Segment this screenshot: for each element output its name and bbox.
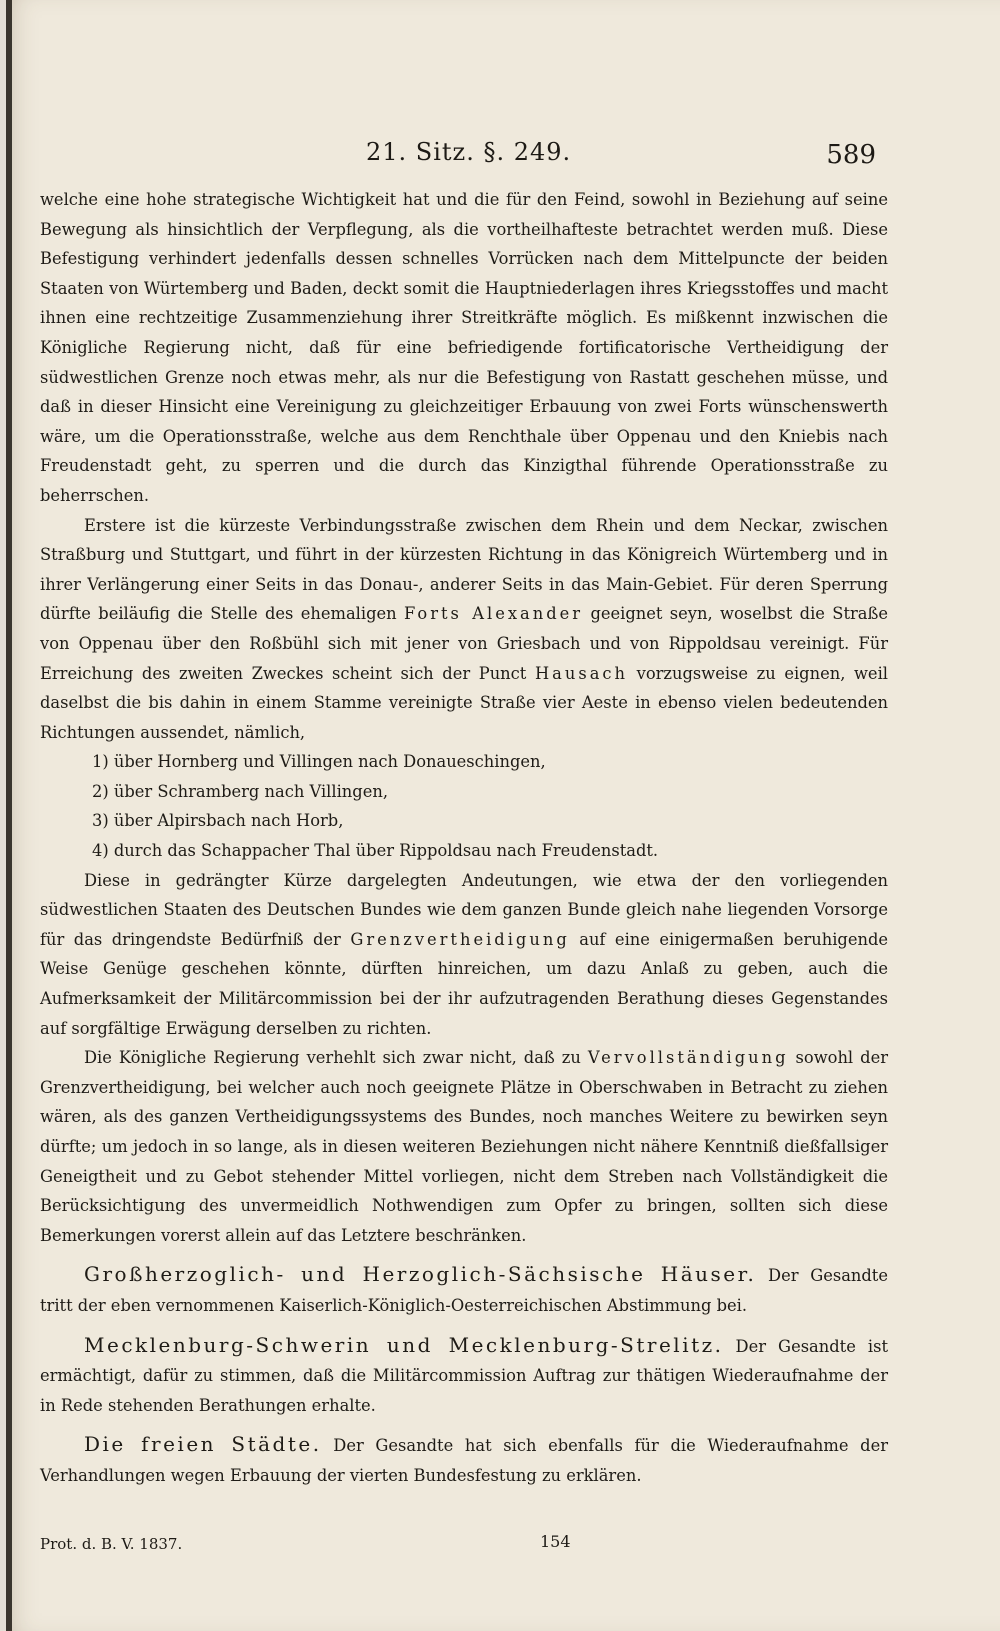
page-number: 589	[826, 140, 876, 170]
vote-text: Der Gesandte ist ermächtigt, dafür zu stimmen, daß die Militärcommission Auftrag zur thätigen Wiederaufnahme der in Rede stehenden Berathungen erhalte.	[40, 1336, 888, 1415]
list-item: 2) über Schramberg nach Villingen,	[92, 781, 388, 801]
text-run: geeignet seyn, woselbst die Straße von Oppenau über den Roßbühl sich mit jener von Griesbach und von Rippoldsau vereinigt. Für Erreichung des zweiten Zweckes scheint sich der Punct	[40, 604, 888, 683]
paragraph-regierung	[40, 1043, 888, 1250]
text-run: vorzugsweise zu eignen, weil daselbst die bis dahin in einem Stamme vereinigte Straße vier Aeste in ebenso vielen bedeutenden Richtungen aussendet, nämlich,	[40, 663, 888, 742]
vote-heading: Großherzoglich- und Herzoglich-Sächsische Häuser.	[84, 1262, 757, 1287]
list-item: 1) über Hornberg und Villingen nach Donaueschingen,	[92, 752, 546, 772]
page-header	[6, 138, 1000, 178]
paragraph-andeutungen	[40, 866, 888, 1044]
page-edge-shadow	[6, 0, 12, 1631]
text-run: Die Königliche Regierung verhehlt sich zwar nicht, daß zu	[84, 1048, 588, 1068]
page-body	[40, 185, 888, 1491]
signature-mark: Prot. d. B. V. 1837.	[40, 1535, 183, 1553]
vote-heading: Die freien Städte.	[84, 1432, 322, 1457]
vote-saxon-houses	[40, 1260, 888, 1320]
emphasis-fort-name: Forts Alexander	[404, 604, 584, 624]
paragraph-continuation: welche eine hohe strategische Wichtigkeit hat und die für den Feind, sowohl in Beziehung auf seine Bewegung als hinsichtlich der Verpflegung, als die vortheilhafteste betrachtet werden muß. Diese Befestigung verhindert jedenfalls dessen schnelles Vorrücken nach dem Mittelpuncte der beiden Staaten von Würtemberg und Baden, deckt somit die Hauptniederlagen ihres Kriegsstoffes und macht ihnen eine rechtzeitige Zusammenziehung ihrer Streitkräfte möglich. Es mißkennt inzwischen die Königliche Regierung nicht, daß für eine befriedigende fortificatorische Vertheidigung der südwestlichen Grenze noch etwas mehr, als nur die Befestigung von Rastatt geschehen müsse, und daß in dieser Hinsicht eine Vereinigung zu gleichzeitiger Erbauung von zwei Forts wünschenswerth wäre, um die Operationsstraße, welche aus dem Renchthale über Oppenau und den Kniebis nach Freudenstadt geht, zu sperren und die durch das Kinzigthal führende Operationsstraße zu beherrschen.	[40, 190, 888, 505]
sheet-number: 154	[540, 1532, 571, 1551]
page-footer	[40, 1532, 888, 1559]
emphasis-term: Grenzvertheidigung	[350, 929, 570, 949]
vote-mecklenburg	[40, 1331, 888, 1421]
emphasis-place-name: Hausach	[534, 663, 629, 683]
text-run: Erstere ist die kürzeste Verbindungsstraße zwischen dem Rhein und dem Neckar, zwischen Straßburg und Stuttgart, und führt in der kürzesten Richtung in das Königreich Würtemberg und in ihrer Verlängerung einer Seits in das Donau-, anderer Seits in das Main-Gebiet. Für deren Sperrung dürfte beiläufig die Stelle des ehemaligen	[40, 515, 888, 624]
vote-heading: Mecklenburg-Schwerin und Mecklenburg-Strelitz.	[84, 1332, 724, 1357]
text-run: auf eine einigermaßen beruhigende Weise Genüge geschehen könnte, dürften hinreichen, um dazu Anlaß zu geben, auch die Aufmerksamkeit der Militärcommission bei der ihr aufzutragenden Berathung dieses Gegenstandes auf sorgfältige Erwägung derselben zu richten.	[40, 929, 888, 1038]
emphasis-term: Vervollständigung	[587, 1048, 789, 1068]
text-run: sowohl der Grenzvertheidigung, bei welcher auch noch geeignete Plätze in Oberschwaben in Betracht zu ziehen wären, als des ganzen Vertheidigungssystems des Bundes, noch manches Weitere zu bewirken seyn dürfte; um jedoch in so lange, als in diesen weiteren Beziehungen nicht nähere Kenntniß dießfallsiger Geneigtheit und zu Gebot stehender Mittel vorliegen, nicht dem Streben nach Vollständigkeit die Berücksichtigung des unvermeidlich Nothwendigen zum Opfer zu bringen, sollten sich diese Bemerkungen vorerst allein auf das Letztere beschränken.	[40, 1048, 888, 1245]
text-run: Diese in gedrängter Kürze dargelegten Andeutungen, wie etwa der den vorliegenden südwestlichen Staaten des Deutschen Bundes wie dem ganzen Bunde gleich nahe liegenden Vorsorge für das dringendste Bedürfniß der	[40, 870, 888, 949]
running-head: 21. Sitz. §. 249.	[366, 138, 572, 166]
paragraph-forts	[40, 511, 888, 748]
list-item: 4) durch das Schappacher Thal über Rippoldsau nach Freudenstadt.	[92, 841, 659, 861]
vote-text: Der Gesandte hat sich ebenfalls für die Wiederaufnahme der Verhandlungen wegen Erbauung der vierten Bundesfestung zu erklären.	[40, 1436, 888, 1485]
book-page	[6, 0, 1000, 1631]
vote-free-cities	[40, 1430, 888, 1490]
vote-text: Der Gesandte tritt der eben vernommenen Kaiserlich-Königlich-Oesterreichischen Abstimmung bei.	[40, 1266, 888, 1315]
list-item: 3) über Alpirsbach nach Horb,	[92, 811, 344, 831]
